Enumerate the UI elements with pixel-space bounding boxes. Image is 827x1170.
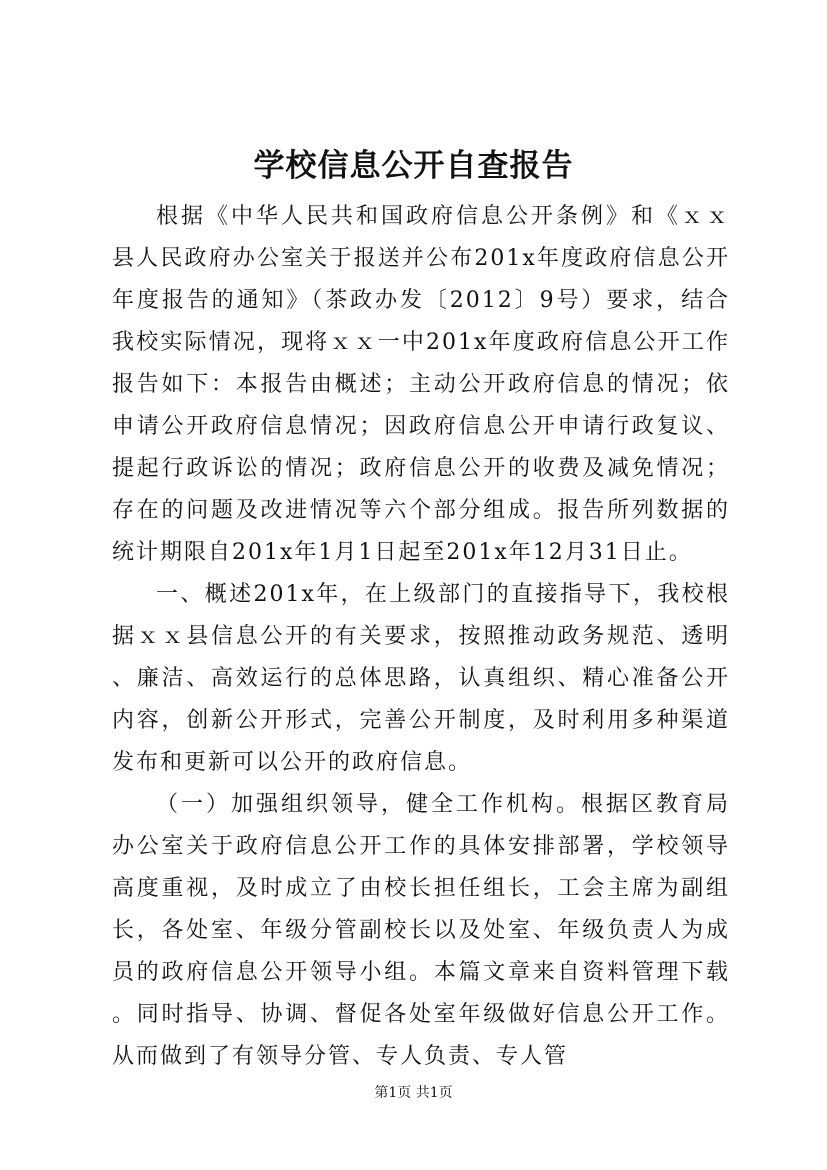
- paragraph-organization: （一）加强组织领导，健全工作机构。根据区教育局办公室关于政府信息公开工作的具体安排部署，学校领导高度重视，及时成立了由校长担任组长，工会主席为副组长，各处室、年级分管副校长以及处室、年级负责人为成员的政府信息公开领导小组。本篇文章来自资料管理下载。同时指导、协调、督促各处室年级做好信息公开工作。从而做到了有领导分管、专人负责、专人管: [112, 792, 730, 1069]
- document-body: [112, 196, 730, 1078]
- page-footer: 第1页 共1页: [374, 1085, 453, 1101]
- document-title: 学校信息公开自查报告: [253, 148, 574, 184]
- paragraph-intro: 根据《中华人民共和国政府信息公开条例》和《ｘｘ县人民政府办公室关于报送并公布201x年度政府信息公开年度报告的通知》（茶政办发〔2012〕9号）要求，结合我校实际情况，现将ｘｘ一中201x年度政府信息公开工作报告如下：本报告由概述；主动公开政府信息的情况；依申请公开政府信息情况；因政府信息公开申请行政复议、提起行政诉讼的情况；政府信息公开的收费及减免情况；存在的问题及改进情况等六个部分组成。报告所列数据的统计期限自201x年1月1日起至201x年12月31日止。: [112, 204, 730, 565]
- paragraph-overview: 一、概述201x年，在上级部门的直接指导下，我校根据ｘｘ县信息公开的有关要求，按照推动政务规范、透明、廉洁、高效运行的总体思路，认真组织、精心准备公开内容，创新公开形式，完善公开制度，及时利用多种渠道发布和更新可以公开的政府信息。: [112, 582, 730, 775]
